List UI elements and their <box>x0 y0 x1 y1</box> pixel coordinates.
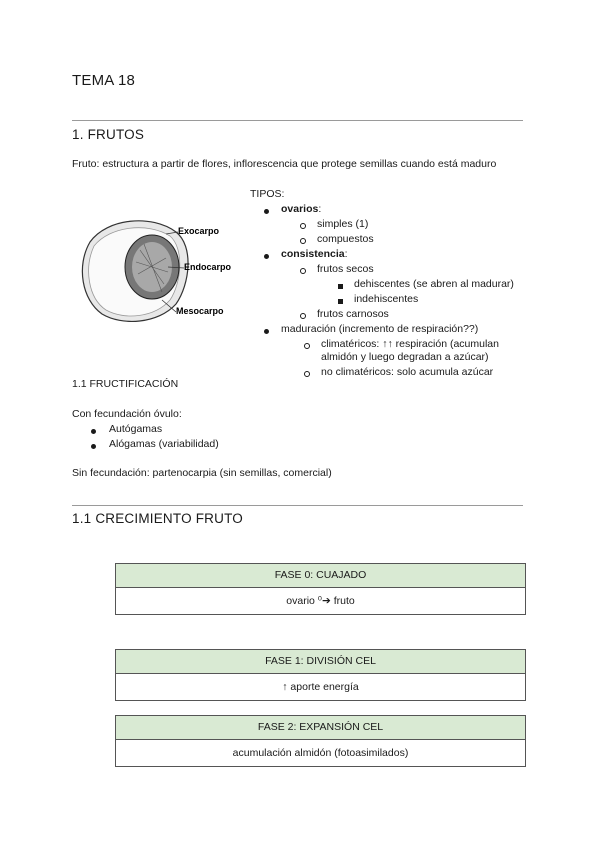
phase-table-0 <box>115 563 526 615</box>
list-item-frutos-secos: frutos secos <box>317 263 374 275</box>
phase-header: FASE 1: DIVISIÓN CEL <box>116 650 525 674</box>
list-item-autogamas: Autógamas <box>109 423 163 435</box>
bullet-circle-icon <box>300 223 306 229</box>
bullet-circle-icon <box>300 238 306 244</box>
list-item-consistencia: consistencia: <box>281 248 348 260</box>
label-mesocarp: Mesocarpo <box>176 306 224 316</box>
label-endocarp: Endocarpo <box>184 262 232 272</box>
bullet-circle-icon <box>300 313 306 319</box>
list-item-indehiscentes: indehiscentes <box>354 293 419 305</box>
label-exocarp: Exocarpo <box>178 226 220 236</box>
bullet-square-icon <box>338 284 343 289</box>
list-item-no-climatericos: no climatéricos: solo acumula azúcar <box>321 366 494 378</box>
phase-header: FASE 0: CUAJADO <box>116 564 525 588</box>
divider <box>72 505 523 506</box>
list-item-ovarios: ovarios: <box>281 203 322 215</box>
bullet-circle-icon <box>300 268 306 274</box>
phase-body: ovario ⁰➔ fruto <box>116 588 525 614</box>
section-heading-fructificacion: 1.1 FRUCTIFICACIÓN <box>72 378 179 390</box>
list-item-simples: simples (1) <box>317 218 369 230</box>
bullet-dot-icon <box>264 329 269 334</box>
bullet-square-icon <box>338 299 343 304</box>
sin-fecundacion: Sin fecundación: partenocarpia (sin semillas, comercial) <box>72 467 332 479</box>
list-item-dehiscentes: dehiscentes (se abren al madurar) <box>354 278 514 290</box>
section-heading-crecimiento: 1.1 CRECIMIENTO FRUTO <box>72 511 243 526</box>
bullet-dot-icon <box>91 444 96 449</box>
phase-body: ↑ aporte energía <box>116 674 525 700</box>
list-item-climatericos-cont: almidón y luego degradan a azúcar) <box>321 351 489 363</box>
fruit-diagram <box>72 212 244 330</box>
list-item-compuestos: compuestos <box>317 233 374 245</box>
list-item-climatericos: climatéricos: ↑↑ respiración (acumulan <box>321 338 499 350</box>
list-item-maduracion: maduración (incremento de respiración??) <box>281 323 479 335</box>
tipos-label: TIPOS: <box>250 188 285 200</box>
phase-table-2 <box>115 715 526 767</box>
page-title: TEMA 18 <box>72 72 136 89</box>
divider <box>72 120 523 121</box>
bullet-dot-icon <box>264 254 269 259</box>
list-item-frutos-carnosos: frutos carnosos <box>317 308 389 320</box>
phase-body: acumulación almidón (fotoasimilados) <box>116 740 525 766</box>
list-item-alogamas: Alógamas (variabilidad) <box>109 438 219 450</box>
section-heading-frutos: 1. FRUTOS <box>72 127 145 142</box>
bullet-dot-icon <box>91 429 96 434</box>
bullet-circle-icon <box>304 371 310 377</box>
phase-table-1 <box>115 649 526 701</box>
bullet-circle-icon <box>304 343 310 349</box>
fruit-definition: Fruto: estructura a partir de flores, inflorescencia que protege semillas cuando está maduro <box>72 158 497 170</box>
phase-header: FASE 2: EXPANSIÓN CEL <box>116 716 525 740</box>
bullet-dot-icon <box>264 209 269 214</box>
con-fecundacion: Con fecundación óvulo: <box>72 408 182 420</box>
